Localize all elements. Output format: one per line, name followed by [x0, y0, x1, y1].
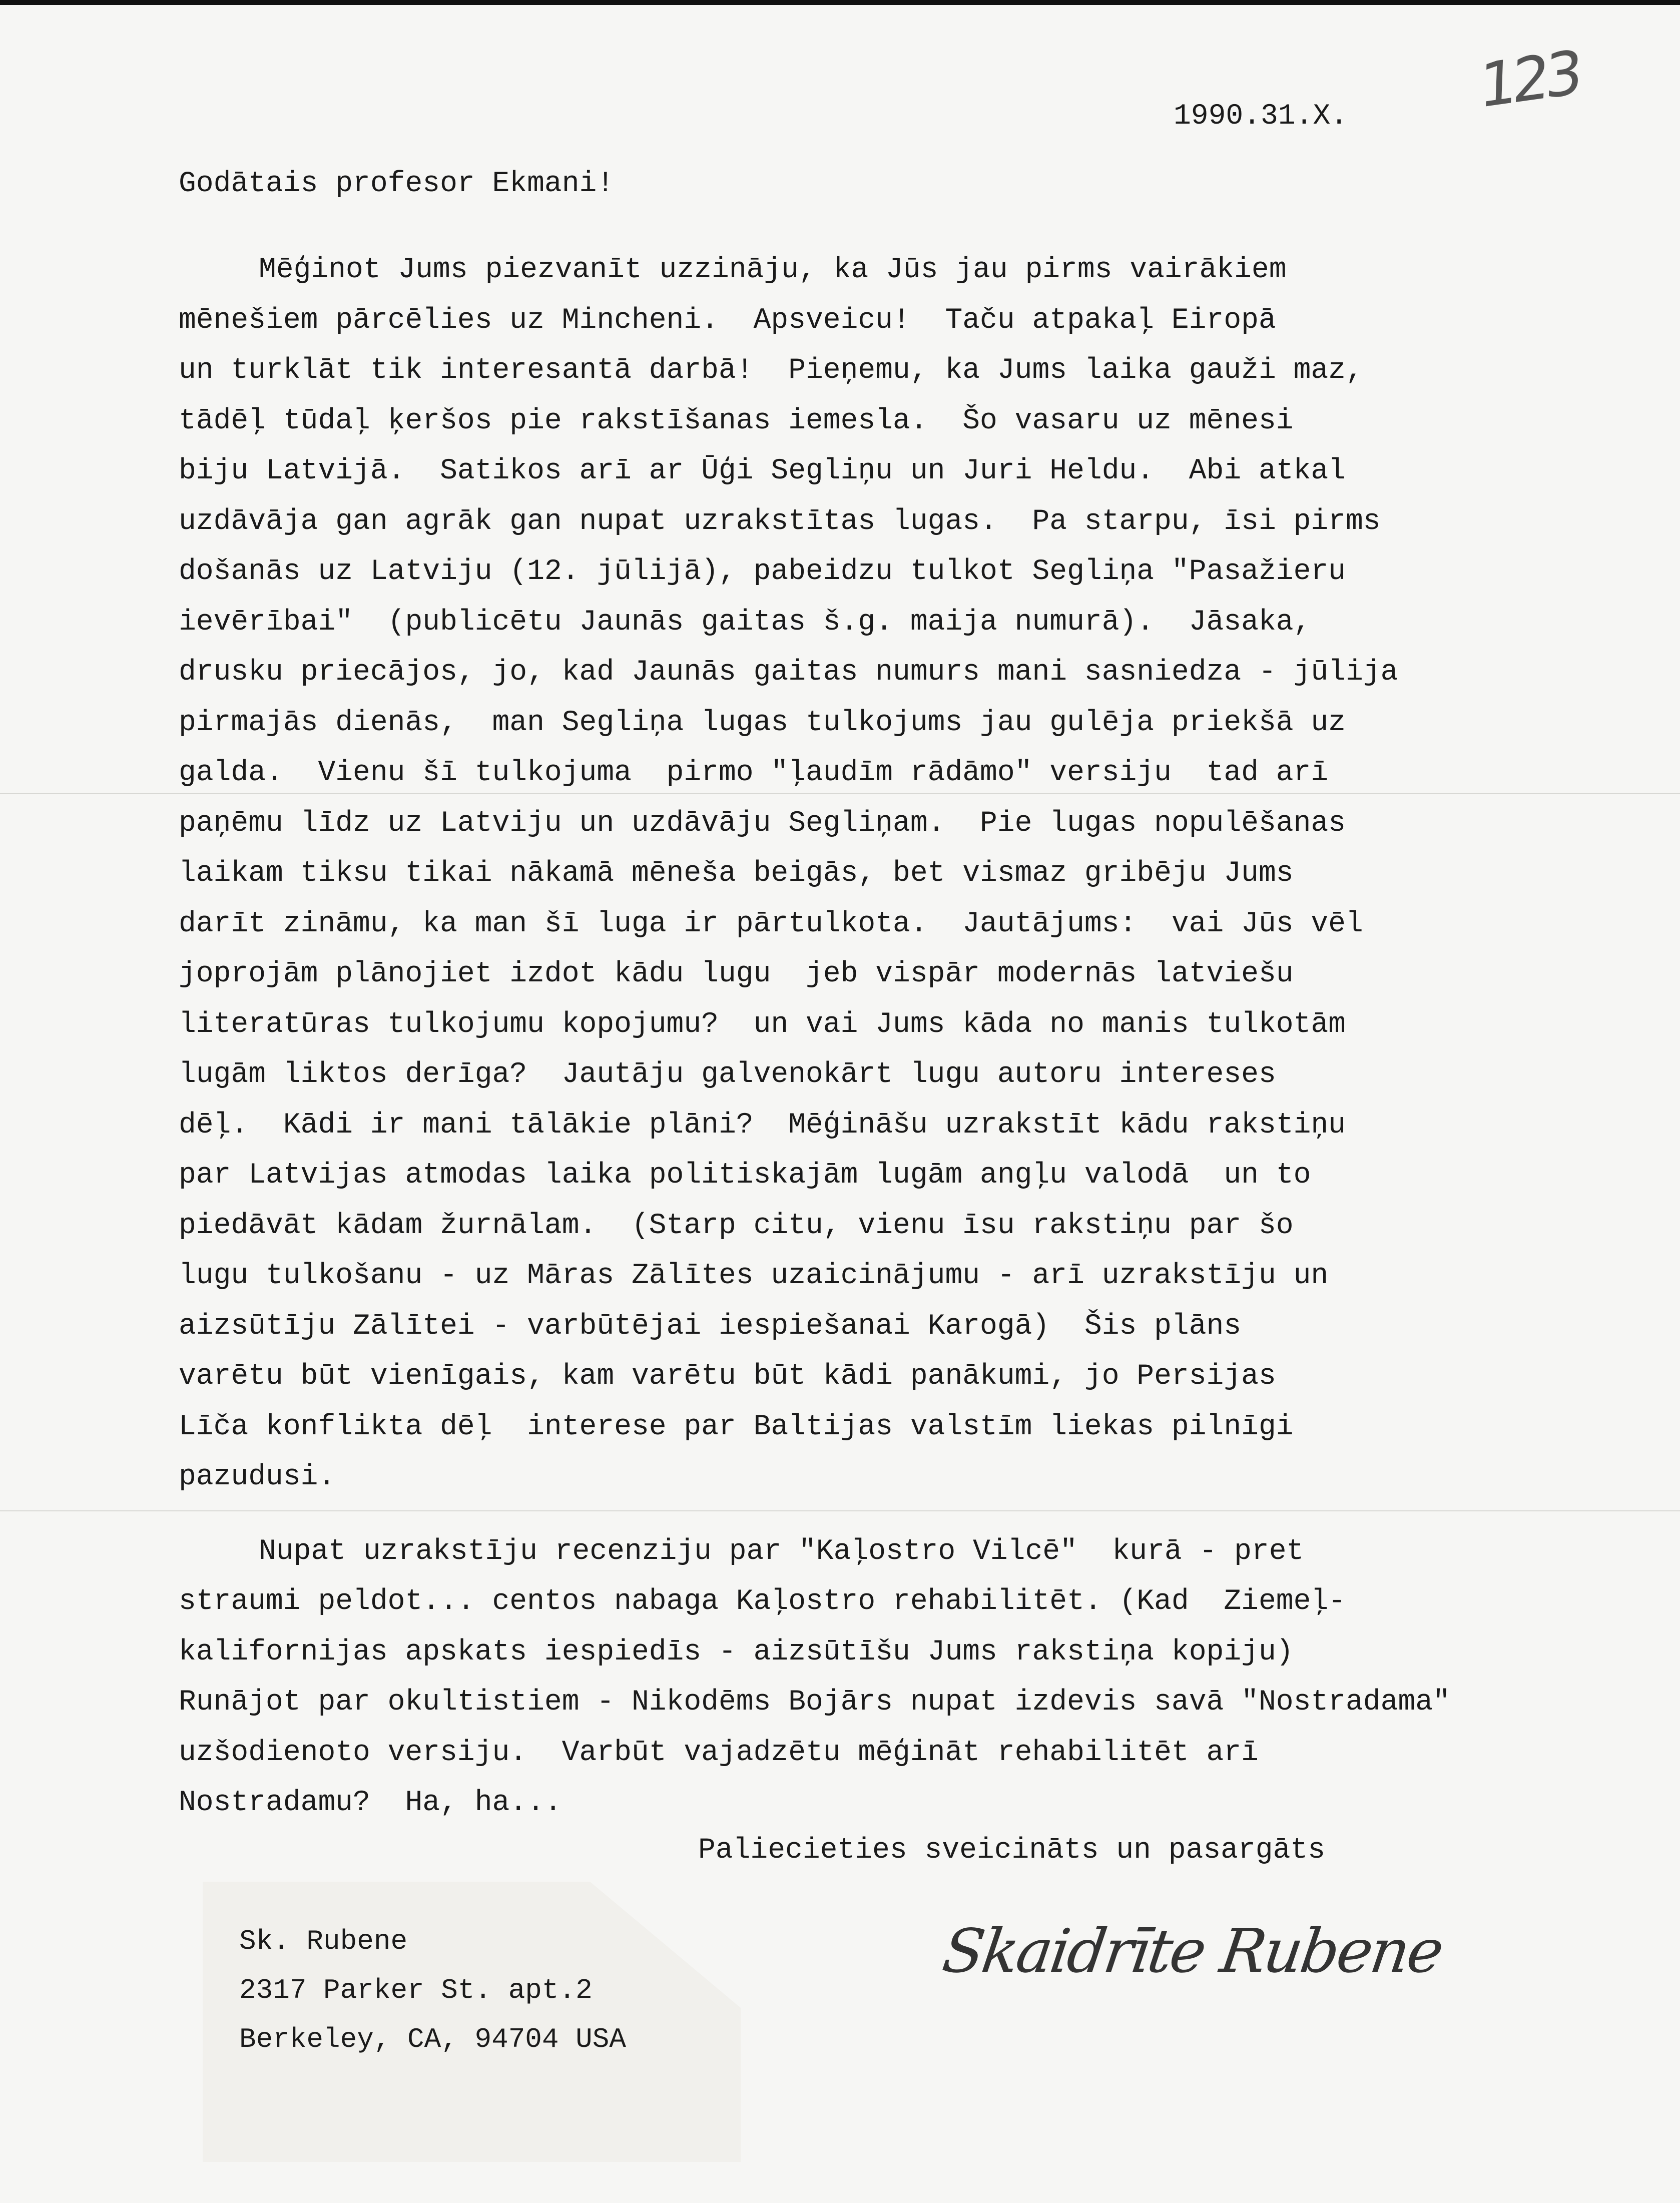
sender-name: Sk. Rubene: [239, 1925, 408, 1957]
scan-top-edge: [0, 0, 1680, 5]
text-line: Līča konflikta dēļ interese par Baltijas valstīm liekas pilnīgi: [179, 1410, 1294, 1443]
text-line: literatūras tulkojumu kopojumu? un vai Jums kāda no manis tulkotām: [179, 1008, 1346, 1041]
text-line: laikam tiksu tikai nākamā mēneša beigās, bet vismaz gribēju Jums: [179, 857, 1294, 890]
text-line: uzdāvāja gan agrāk gan nupat uzrakstītas lugas. Pa starpu, īsi pirms: [179, 505, 1381, 538]
text-line: paņēmu līdz uz Latviju un uzdāvāju Segliņam. Pie lugas nopulēšanas: [179, 807, 1346, 840]
paragraph-2: [179, 1527, 1630, 1829]
text-line: ievērībai" (publicētu Jaunās gaitas š.g. maija numurā). Jāsaka,: [179, 606, 1311, 639]
closing-line: Paliecieties sveicināts un pasargāts: [698, 1834, 1326, 1867]
text-line: došanās uz Latviju (12. jūlijā), pabeidzu tulkot Segliņa "Pasažieru: [179, 556, 1346, 588]
text-line: varētu būt vienīgais, kam varētu būt kādi panākumi, jo Persijas: [179, 1360, 1276, 1393]
letter-date: 1990.31.X.: [1174, 100, 1348, 133]
paragraph-1: [179, 245, 1630, 1503]
sender-address: [239, 1917, 626, 2064]
text-line: pazudusi.: [179, 1461, 336, 1493]
text-line: joprojām plānojiet izdot kādu lugu jeb vispār modernās latviešu: [179, 958, 1294, 990]
letter-body: [179, 245, 1630, 1829]
text-line: biju Latvijā. Satikos arī ar Ūģi Segliņu un Juri Heldu. Abi atkal: [179, 455, 1346, 487]
text-line: galda. Vienu šī tulkojuma pirmo "ļaudīm rādāmo" versiju tad arī: [179, 757, 1329, 789]
text-line: kalifornijas apskats iespiedīs - aizsūtīšu Jums rakstiņa kopiju): [179, 1635, 1294, 1669]
text-line: un turklāt tik interesantā darbā! Pieņemu, ka Jums laika gauži maz,: [179, 354, 1363, 387]
sender-city: Berkeley, CA, 94704 USA: [239, 2023, 626, 2055]
text-line: dēļ. Kādi ir mani tālākie plāni? Mēģināšu uzrakstīt kādu rakstiņu: [179, 1109, 1346, 1142]
handwritten-signature: Skaidrīte Rubene: [938, 1917, 1446, 1986]
text-line: piedāvāt kādam žurnālam. (Starp citu, vienu īsu rakstiņu par šo: [179, 1209, 1294, 1242]
paragraph-gap: [179, 1503, 1630, 1527]
text-line: lugām liktos derīga? Jautāju galvenokārt lugu autoru intereses: [179, 1058, 1276, 1091]
text-line: darīt zināmu, ka man šī luga ir pārtulkota. Jautājums: vai Jūs vēl: [179, 907, 1363, 940]
text-line: mēnešiem pārcēlies uz Mincheni. Apsveicu! Taču atpakaļ Eiropā: [179, 304, 1276, 337]
text-line: uzšodienoto versiju. Varbūt vajadzētu mēģināt rehabilitēt arī: [179, 1736, 1259, 1769]
salutation: Godātais profesor Ekmani!: [179, 168, 615, 200]
text-line: par Latvijas atmodas laika politiskajām lugām angļu valodā un to: [179, 1159, 1311, 1192]
text-line: Nostradamu? Ha, ha...: [179, 1787, 562, 1819]
text-line: straumi peldot... centos nabaga Kaļostro rehabilitēt. (Kad Ziemeļ-: [179, 1585, 1346, 1618]
text-line: lugu tulkošanu - uz Māras Zālītes uzaicinājumu - arī uzrakstīju un: [179, 1260, 1329, 1292]
text-line: tādēļ tūdaļ ķeršos pie rakstīšanas iemesla. Šo vasaru uz mēnesi: [179, 404, 1294, 437]
sender-street: 2317 Parker St. apt.2: [239, 1974, 593, 2006]
page-number: 123: [1478, 38, 1579, 122]
text-line: Mēģinot Jums piezvanīt uzzināju, ka Jūs jau pirms vairākiem: [259, 254, 1287, 286]
text-line: Runājot par okultistiem - Nikodēms Bojārs nupat izdevis savā "Nostradama": [179, 1686, 1450, 1719]
text-line: aizsūtīju Zālītei - varbūtējai iespiešanai Karogā) Šis plāns: [179, 1310, 1242, 1343]
text-line: pirmajās dienās, man Segliņa lugas tulkojums jau gulēja priekšā uz: [179, 706, 1346, 739]
text-line: Nupat uzrakstīju recenziju par "Kaļostro Vilcē" kurā - pret: [259, 1535, 1304, 1568]
text-line: drusku priecājos, jo, kad Jaunās gaitas numurs mani sasniedza - jūlija: [179, 656, 1398, 689]
